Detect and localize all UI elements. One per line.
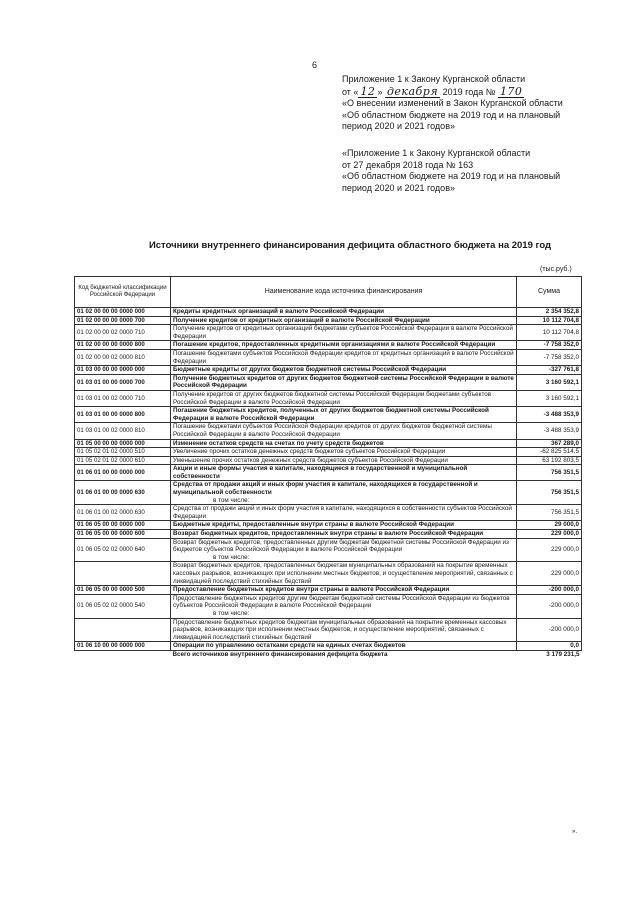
header-code: Код бюджетной классификации Российской Федерации <box>75 277 171 308</box>
row-code: 01 03 01 00 02 0000 810 <box>75 423 171 439</box>
row-name-text: Получение кредитов от других бюджетов бюджетной системы Российской Федерации бюджетами субъектов Российской Федерации в валюте Российской Федерации <box>173 390 492 406</box>
document-title: Источники внутреннего финансирования дефицита областного бюджета на 2019 год <box>148 240 552 251</box>
appendix-line: «Об областном бюджете на 2019 год и на плановый <box>342 171 561 181</box>
table-row <box>75 505 582 521</box>
row-sum: 0,0 <box>517 642 582 651</box>
date-mid: » <box>377 86 385 97</box>
row-name-text: Предоставление бюджетных кредитов другим бюджетам бюджетной системы Российской Федерации из бюджетов субъектов Российской Федерации в валюте Российской Федерации <box>173 594 510 610</box>
row-name-text: Погашение бюджетных кредитов, полученных от других бюджетов бюджетной системы Российской Федерации в валюте Российской Федерации <box>173 407 489 422</box>
row-code: 01 06 05 02 02 0000 540 <box>75 594 171 618</box>
row-note: в том числе: <box>213 553 250 561</box>
table-total-row <box>75 650 582 658</box>
row-name <box>171 366 517 375</box>
row-name <box>171 439 517 448</box>
row-sum: -200 000,0 <box>517 594 582 618</box>
row-code: 01 03 01 00 00 0000 800 <box>75 407 171 423</box>
row-sum: 10 112 704,8 <box>517 316 582 325</box>
row-name-text: Предоставление бюджетных кредитов бюджетам муниципальных образований на покрытие временных кассовых разрывов, возникающих при исполнении местных бюджетов, и осуществление мероприятий, связанных с ликвидацией последствий стихийных бедствий <box>173 618 507 641</box>
row-sum: 29 000,0 <box>517 521 582 530</box>
row-name-text: Операции по управлению остатками средств на единых счетах бюджетов <box>173 642 406 650</box>
row-name-text: Получение кредитов от кредитных организаций бюджетами субъектов Российской Федерации в валюте Российской Федерации <box>173 325 513 340</box>
row-name <box>171 325 517 341</box>
table-row <box>75 325 582 341</box>
table-body <box>75 308 582 659</box>
row-code: 01 06 01 00 00 0000 000 <box>75 465 171 481</box>
row-name <box>171 521 517 530</box>
row-name <box>171 481 517 505</box>
row-name <box>171 390 517 406</box>
row-name-text: Возврат бюджетных кредитов, предоставленных бюджетам муниципальных образований на покрытие временных кассовых разрывов, возникающих при исполнении местных бюджетов, и осуществление мероприятий, связанных с ликвидацией последствий стихийных бедствий <box>173 562 513 585</box>
total-name: Всего источников внутреннего финансирования дефицита бюджета <box>171 650 517 658</box>
row-code: 01 05 00 00 00 0000 000 <box>75 439 171 448</box>
date-year: 2019 года № <box>440 86 498 97</box>
appendix-line: «О внесении изменений в Закон Курганской области <box>342 98 563 108</box>
appendix-line: период 2020 и 2021 годов» <box>342 121 455 131</box>
row-sum: 229 000,0 <box>517 538 582 562</box>
appendix-line: «Об областном бюджете на 2019 год и на плановый <box>342 109 561 120</box>
row-code: 01 02 00 00 00 0000 700 <box>75 316 171 325</box>
table-row <box>75 341 582 350</box>
row-name-text: Средства от продажи акций и иных форм участия в капитале, находящихся в государственной и муниципальной собственности <box>173 481 478 497</box>
appendix-line: от 27 декабря 2018 года № 163 <box>342 159 474 170</box>
row-name-text: Бюджетные кредиты, предоставленные внутри страны в валюте Российской Федерации <box>173 521 454 529</box>
total-empty-cell <box>75 650 171 658</box>
row-sum: 756 351,5 <box>517 465 582 481</box>
row-name <box>171 505 517 521</box>
table-row <box>75 456 582 465</box>
row-code: 01 02 00 00 02 0000 810 <box>75 349 171 365</box>
row-sum: 3 160 592,1 <box>517 374 582 390</box>
row-name <box>171 530 517 539</box>
row-sum: -7 758 352,0 <box>517 349 582 365</box>
header-sum: Сумма <box>517 277 582 308</box>
row-code: 01 06 05 00 00 0000 600 <box>75 530 171 539</box>
row-code: 01 05 02 01 02 0000 510 <box>75 448 171 457</box>
handwritten-number: 170 <box>499 84 523 98</box>
appendix-line: «Приложение 1 к Закону Курганской области <box>342 148 531 158</box>
row-code: 01 05 02 01 02 0000 610 <box>75 456 171 465</box>
table-row <box>75 349 582 365</box>
appendix-line: Приложение 1 к Закону Курганской области <box>342 74 526 84</box>
row-sum: -200 000,0 <box>517 618 582 642</box>
header-name: Наименование кода источника финансирования <box>171 277 517 308</box>
row-name <box>171 465 517 481</box>
row-name <box>171 538 517 562</box>
appendix-header-old <box>342 148 560 194</box>
row-name-text: Погашение бюджетами субъектов Российской Федерации кредитов от других бюджетов бюджетной системы Российской Федерации в валюте Российской Федерации <box>173 423 492 438</box>
row-name <box>171 586 517 595</box>
row-name-text: Кредиты кредитных организаций в валюте Российской Федерации <box>173 308 384 315</box>
row-name-text: Возврат бюджетных кредитов, предоставленных внутри страны в валюте Российской Федерации <box>173 530 484 538</box>
row-name-text: Увеличение прочих остатков денежных средств бюджетов субъектов Российской Федерации <box>173 448 446 456</box>
table-row <box>75 316 582 325</box>
row-name <box>171 374 517 390</box>
appendix-line: период 2020 и 2021 годов» <box>342 182 455 193</box>
table-row <box>75 594 582 618</box>
table-row <box>75 390 582 406</box>
row-name <box>171 642 517 651</box>
row-name <box>171 316 517 325</box>
row-note: в том числе: <box>213 496 250 504</box>
appendix-header-new <box>342 74 563 133</box>
date-prefix: от « <box>342 86 359 97</box>
row-code: 01 06 01 00 02 0000 630 <box>75 505 171 521</box>
row-name-text: Предоставление бюджетных кредитов внутри страны в валюте Российской Федерации <box>173 586 450 594</box>
unit-label: (тыс.руб.) <box>540 266 572 273</box>
row-code: 01 06 05 00 00 0000 000 <box>75 521 171 530</box>
row-name <box>171 341 517 350</box>
row-code <box>75 618 171 642</box>
row-name <box>171 448 517 457</box>
row-sum: 367 289,0 <box>517 439 582 448</box>
row-name-text: Бюджетные кредиты от других бюджетов бюджетной системы Российской Федерации <box>173 366 447 374</box>
row-name-text: Изменение остатков средств на счетах по учету средств бюджетов <box>173 439 384 447</box>
row-code: 01 02 00 00 00 0000 000 <box>75 308 171 317</box>
row-name <box>171 618 517 642</box>
row-sum: 756 351,5 <box>517 481 582 505</box>
row-code: 01 06 01 00 00 0000 630 <box>75 481 171 505</box>
row-name-text: Получение бюджетных кредитов от других бюджетов бюджетной системы Российской Федерации в валюте Российской Федерации <box>173 374 514 390</box>
row-name <box>171 349 517 365</box>
row-name <box>171 594 517 618</box>
row-sum: 229 000,0 <box>517 530 582 539</box>
row-sum: 10 112 704,8 <box>517 325 582 341</box>
row-name-text: Уменьшение прочих остатков денежных средств бюджетов субъектов Российской Федерации <box>173 456 448 464</box>
row-name <box>171 456 517 465</box>
row-sum: 3 160 592,1 <box>517 390 582 406</box>
row-name-text: Получение кредитов от кредитных организаций в валюте Российской Федерации <box>173 316 430 324</box>
row-name-text: Погашение бюджетами субъектов Российской Федерации кредитов от кредитных организаций в валюте Российской Федерации <box>173 349 514 365</box>
table-row <box>75 407 582 423</box>
table-row <box>75 366 582 375</box>
row-code: 01 06 05 02 02 0000 640 <box>75 538 171 562</box>
closing-mark: ». <box>572 829 578 835</box>
row-name <box>171 407 517 423</box>
row-code: 01 03 01 00 00 0000 700 <box>75 374 171 390</box>
table-row <box>75 439 582 448</box>
row-sum: 756 351,5 <box>517 505 582 521</box>
financing-sources-table <box>74 276 582 659</box>
row-note: в том числе: <box>213 609 250 617</box>
table-row <box>75 642 582 651</box>
row-name <box>171 308 517 317</box>
row-sum: 2 354 352,8 <box>517 308 582 317</box>
row-name <box>171 423 517 439</box>
row-sum: -200 000,0 <box>517 586 582 595</box>
row-sum: -327 761,8 <box>517 366 582 375</box>
table-row <box>75 618 582 642</box>
handwritten-month: декабря <box>386 84 439 98</box>
row-name-text: Возврат бюджетных кредитов, предоставленных другим бюджетам бюджетной системы Российской Федерации из бюджетов субъектов Российской Федерации в валюте Российской Федерации <box>173 538 509 554</box>
total-sum: 3 179 231,5 <box>517 650 582 658</box>
table-row <box>75 448 582 457</box>
appendix-date-line <box>342 86 563 99</box>
row-name-text: Погашение кредитов, предоставленных кредитными организациями в валюте Российской Федерации <box>173 341 496 349</box>
row-name-text: Акции и иные формы участия в капитале, находящиеся в государственной и муниципальной собственности <box>173 465 468 480</box>
table-row <box>75 530 582 539</box>
table-row <box>75 481 582 505</box>
row-code: 01 03 00 00 00 0000 000 <box>75 366 171 375</box>
table-row <box>75 423 582 439</box>
table-row <box>75 465 582 481</box>
row-sum: -7 758 352,0 <box>517 341 582 350</box>
row-sum: 229 000,0 <box>517 562 582 586</box>
row-sum: -3 488 353,9 <box>517 407 582 423</box>
table-row <box>75 521 582 530</box>
row-sum: 63 192 803,5 <box>517 456 582 465</box>
row-sum: -3 488 353,9 <box>517 423 582 439</box>
table-row <box>75 538 582 562</box>
row-code: 01 02 00 00 00 0000 800 <box>75 341 171 350</box>
table-header-row <box>75 277 582 308</box>
row-code: 01 06 10 00 00 0000 000 <box>75 642 171 651</box>
page-number: 6 <box>312 60 318 70</box>
handwritten-day: 12 <box>360 84 376 98</box>
table-row <box>75 586 582 595</box>
row-name <box>171 562 517 586</box>
table-row <box>75 374 582 390</box>
row-code: 01 06 05 00 00 0000 500 <box>75 586 171 595</box>
row-sum: -62 825 514,5 <box>517 448 582 457</box>
row-code: 01 02 00 00 02 0000 710 <box>75 325 171 341</box>
row-code <box>75 562 171 586</box>
table-row <box>75 308 582 317</box>
row-code: 01 03 01 00 02 0000 710 <box>75 390 171 406</box>
table-row <box>75 562 582 586</box>
row-name-text: Средства от продажи акций и иных форм участия в капитале, находящихся в собственности субъектов Российской Федерации <box>173 505 512 520</box>
